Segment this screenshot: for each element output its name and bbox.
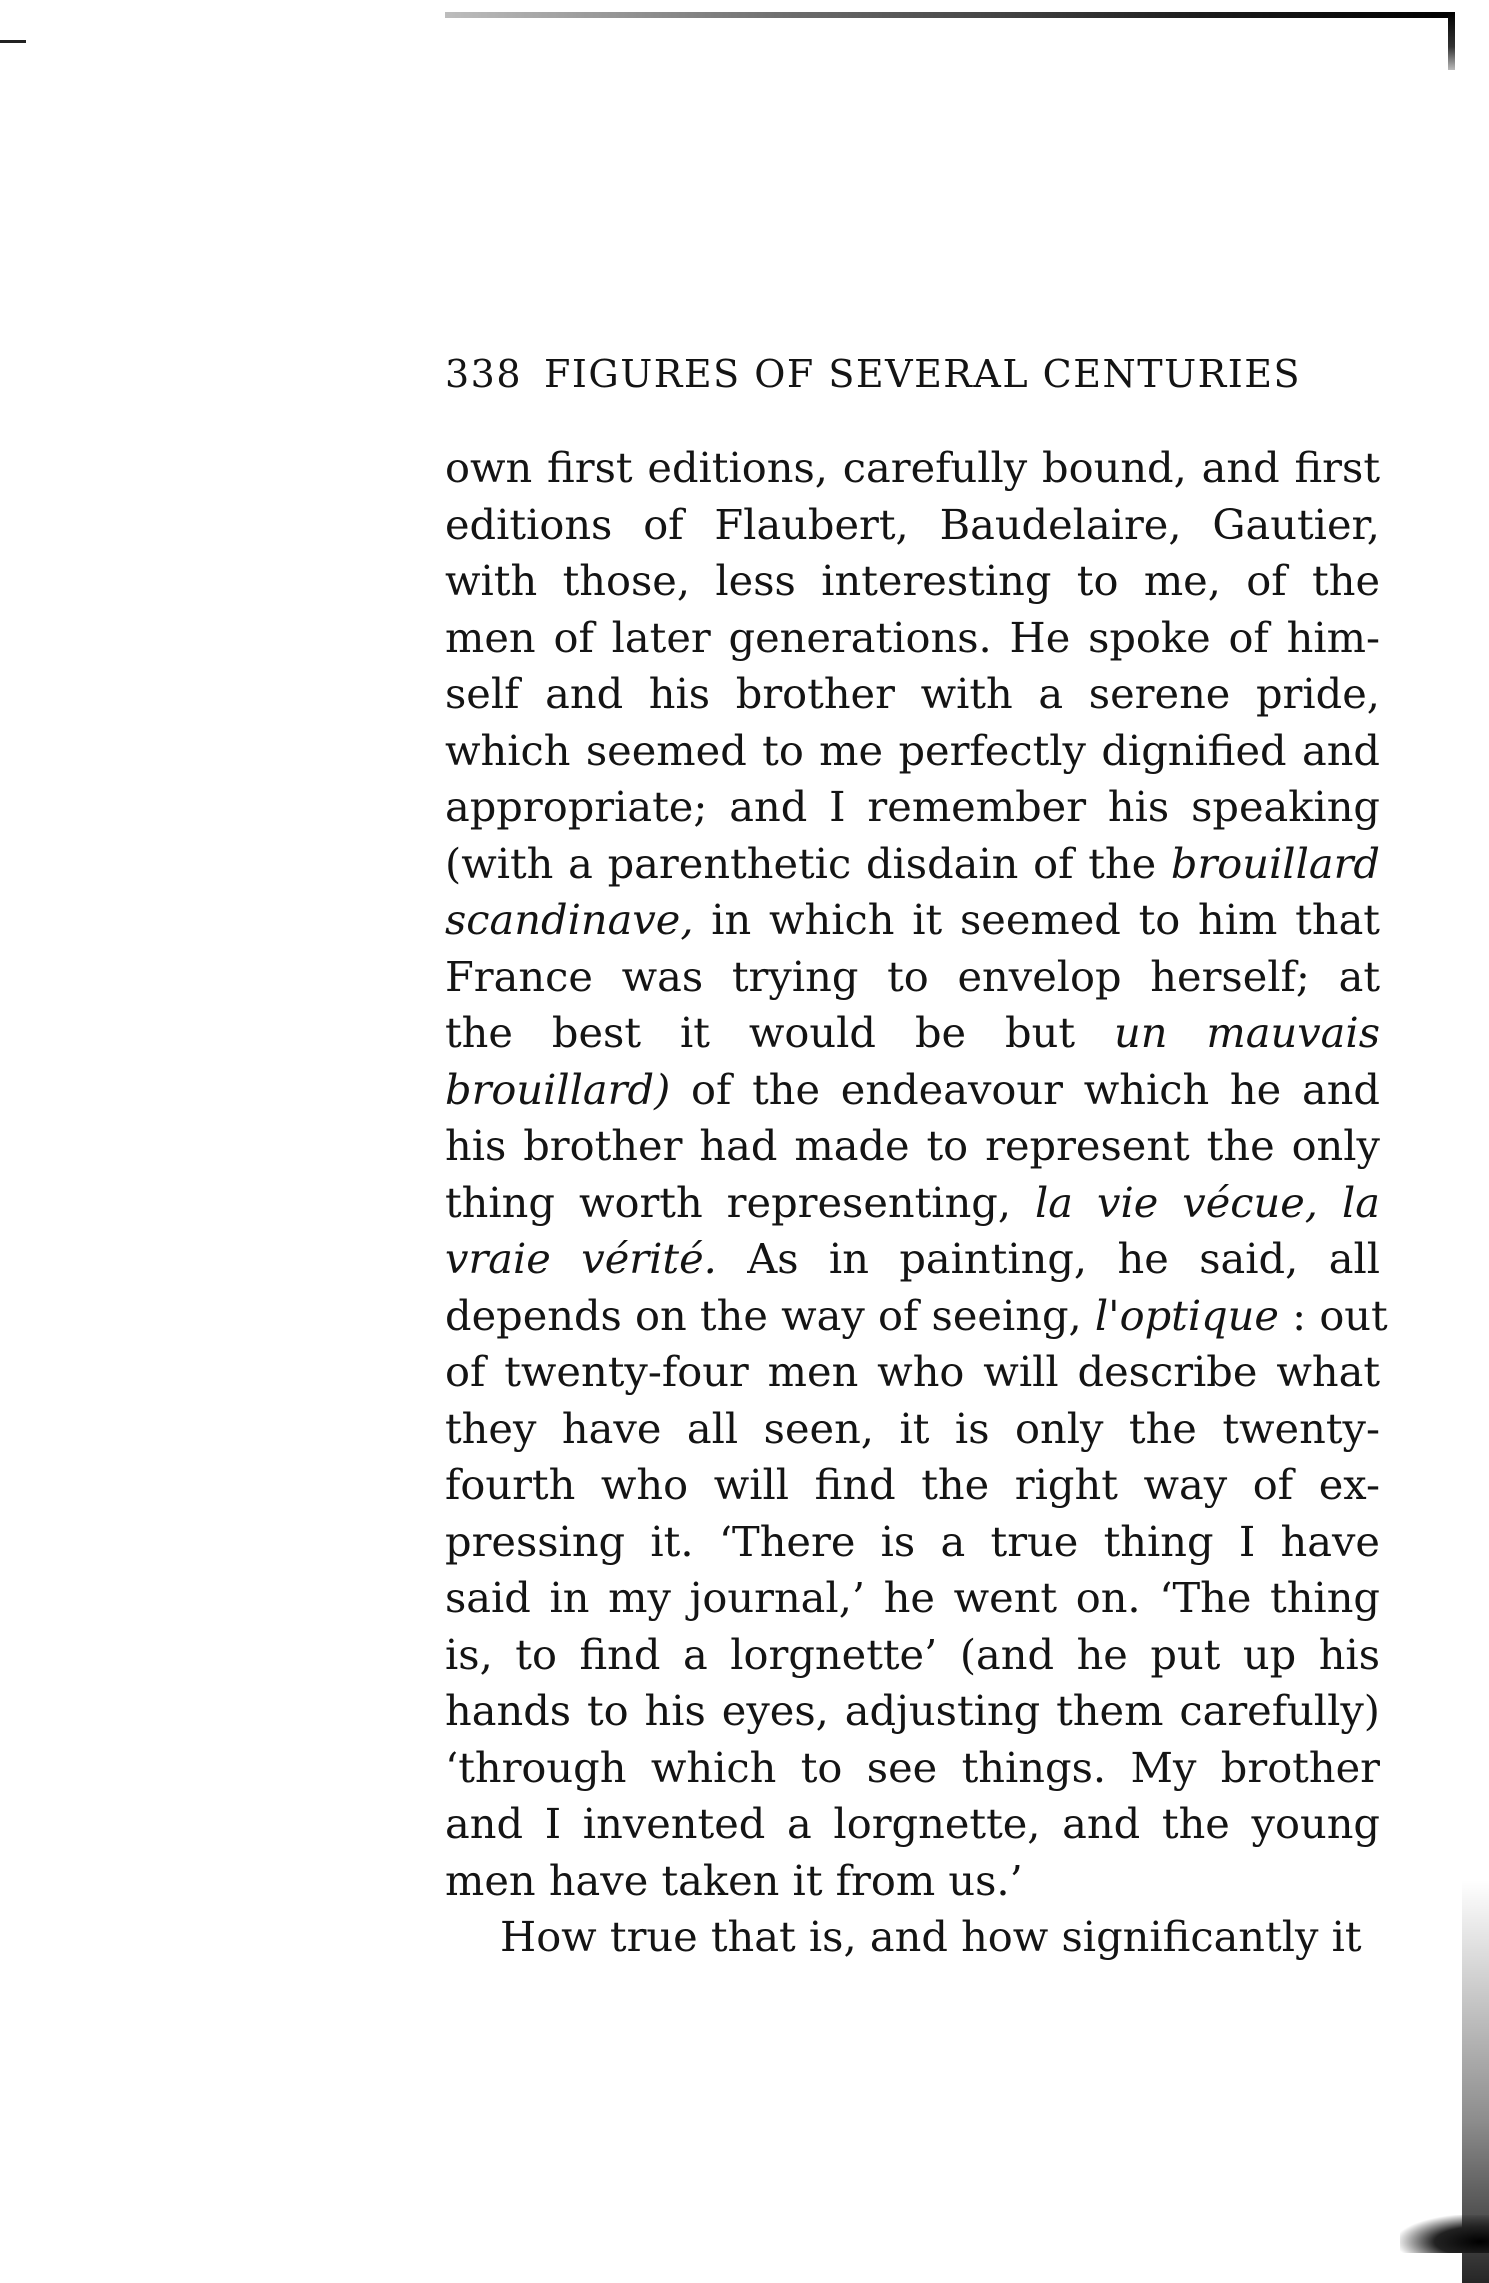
text-line: fourth who will find the right way of ex- — [445, 1460, 1380, 1509]
italic-phrase: la vie vécue, la — [1035, 1177, 1380, 1227]
text-line: his brother had made to represent the only — [445, 1121, 1380, 1170]
text-line: pressing it. ‘There is a true thing I have — [445, 1516, 1380, 1566]
text-line: vraie vérité. As in painting, he said, all — [445, 1234, 1380, 1283]
text-line: men have taken it from us.’ — [445, 1855, 1023, 1905]
page-edge-mark — [1448, 12, 1455, 70]
text-line: ‘through which to see things. My brother — [445, 1742, 1380, 1792]
text-line: said in my journal,’ he went on. ‘The thing — [445, 1573, 1380, 1622]
text-line: they have all seen, it is only the twenty- — [445, 1403, 1380, 1453]
text-line: editions of Flaubert, Baudelaire, Gautier, — [445, 499, 1380, 549]
page-header — [445, 352, 1350, 396]
italic-phrase: brouillard) — [445, 1064, 671, 1114]
text-line: appropriate; and I remember his speaking — [445, 782, 1380, 831]
text-line: men of later generations. He spoke of him- — [445, 612, 1380, 662]
text-line: brouillard) of the endeavour which he and — [445, 1064, 1380, 1114]
margin-dash — [0, 40, 26, 43]
text-line: (with a parenthetic disdain of the brouillard — [445, 838, 1380, 888]
text-line: with those, less interesting to me, of the — [445, 556, 1380, 605]
text-line: the best it would be but un mauvais — [445, 1008, 1380, 1057]
text-line: hands to his eyes, adjusting them carefully) — [445, 1686, 1380, 1735]
text-line: self and his brother with a serene pride, — [445, 669, 1380, 718]
text-line: depends on the way of seeing, l'optique : out — [445, 1290, 1388, 1340]
italic-phrase: vraie vérité. — [445, 1234, 717, 1283]
text-line: and I invented a lorgnette, and the young — [445, 1799, 1380, 1848]
text-line: scandinave, in which it seemed to him that — [445, 895, 1380, 944]
italic-phrase: l'optique — [1094, 1290, 1279, 1340]
running-head: FIGURES OF SEVERAL CENTURIES — [544, 352, 1301, 396]
italic-phrase: brouillard — [1170, 838, 1380, 888]
text-line: France was trying to envelop herself; at — [445, 951, 1380, 1001]
text-line: own first editions, carefully bound, and first — [445, 443, 1380, 492]
scan-blot — [1400, 2215, 1489, 2253]
italic-phrase: scandinave, — [445, 895, 694, 944]
text-line: of twenty-four men who will describe what — [445, 1347, 1380, 1396]
body-text — [445, 440, 1388, 1966]
italic-phrase: un mauvais — [1113, 1008, 1380, 1057]
text-line: thing worth representing, la vie vécue, la — [445, 1177, 1380, 1227]
text-line: is, to find a lorgnette’ (and he put up his — [445, 1629, 1380, 1679]
text-line: which seemed to me perfectly dignified and — [445, 725, 1380, 775]
paragraph-start-line: How true that is, and how significantly it — [500, 1912, 1362, 1961]
top-rule — [445, 12, 1455, 18]
page-number: 338 — [445, 352, 523, 396]
